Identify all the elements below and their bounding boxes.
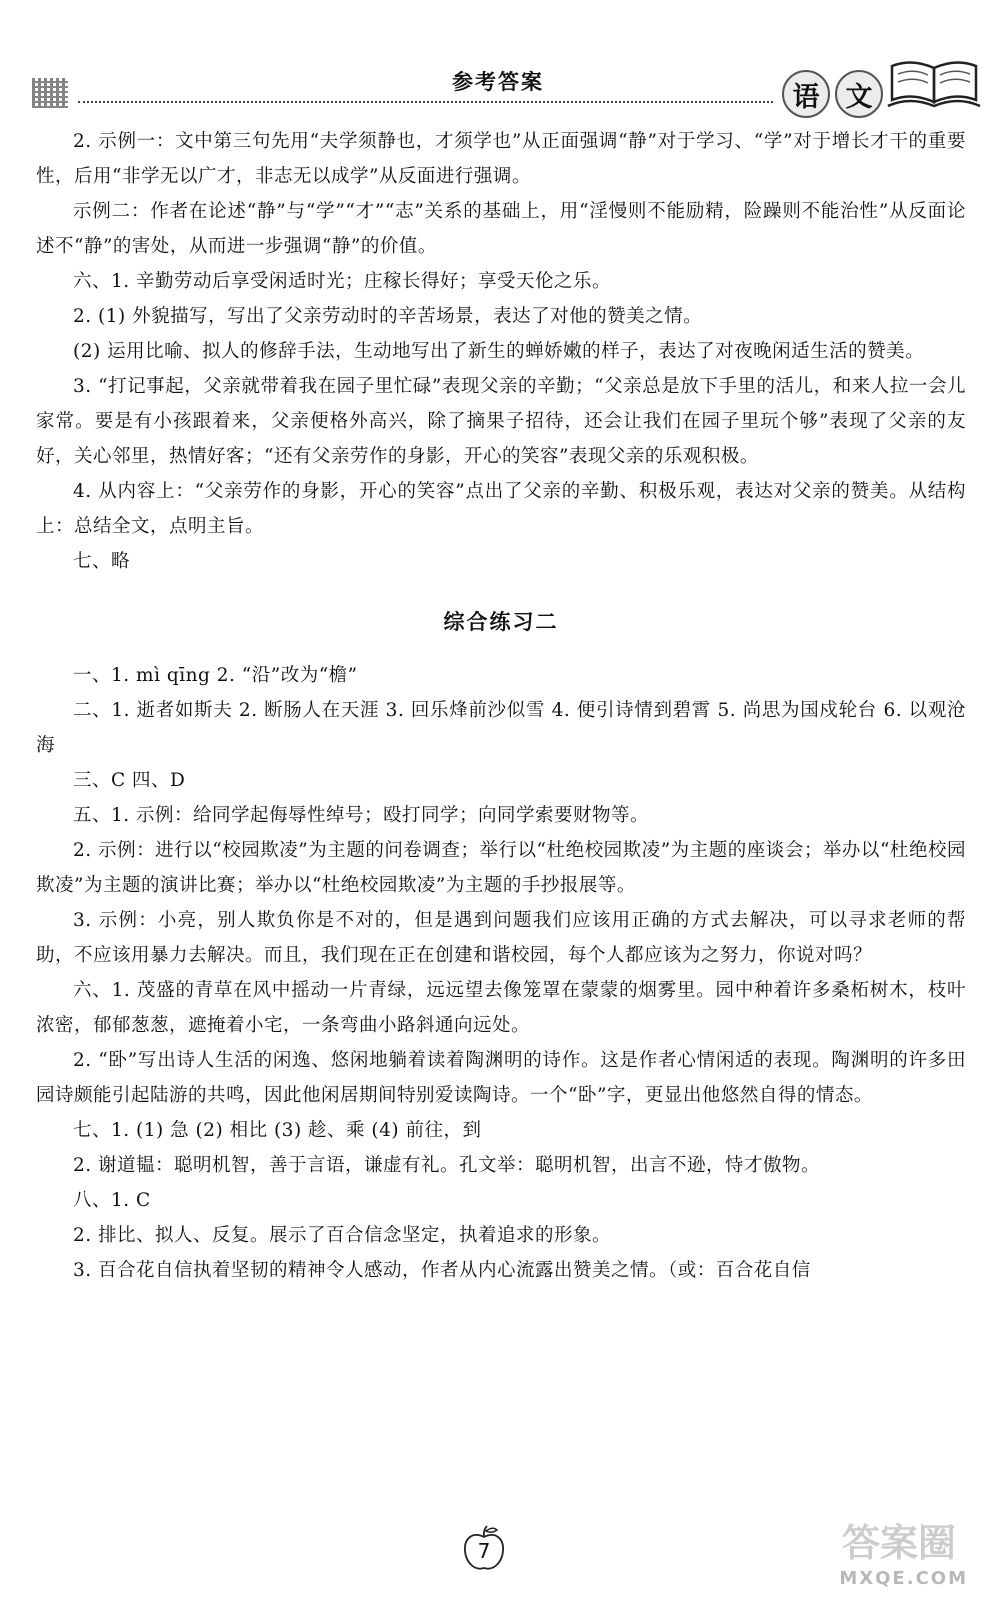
answer-paragraph: 五、1. 示例：给同学起侮辱性绰号；殴打同学；向同学索要财物等。 <box>73 805 650 826</box>
answer-lines-part-1 <box>36 124 966 579</box>
answer-paragraph: 六、1. 茂盛的青草在风中摇动一片青绿，远远望去像笼罩在蒙蒙的烟雾里。园中种着许多桑柘树木，枝叶浓密，郁郁葱葱，遮掩着小宅，一条弯曲小路斜通向远处。 <box>36 980 966 1036</box>
answer-paragraph: 八、1. C <box>73 1190 151 1211</box>
answer-paragraph: 3. 百合花自信执着坚韧的精神令人感动，作者从内心流露出赞美之情。（或：百合花自信 <box>73 1260 811 1281</box>
answer-paragraph: (2) 运用比喻、拟人的修辞手法，生动地写出了新生的蝉娇嫩的样子，表达了对夜晚闲适生活的赞美。 <box>73 341 925 362</box>
answer-paragraph: 3. 示例：小亮，别人欺负你是不对的，但是遇到问题我们应该用正确的方式去解决，可以寻求老师的帮助，不应该用暴力去解决。而且，我们现在正在创建和谐校园，每个人都应该为之努力，你说对吗？ <box>36 910 966 966</box>
answer-paragraph: 一、1. mì qīng 2. “沿”改为“檐” <box>73 665 358 686</box>
header-title: 参考答案 <box>452 70 544 94</box>
section-title: 综合练习二 <box>443 610 559 634</box>
page-number-text: 7 <box>477 1539 491 1563</box>
answer-paragraph: 七、略 <box>73 551 131 572</box>
page-header <box>0 0 996 115</box>
page-number <box>462 1523 506 1573</box>
header-dotted-rule <box>78 101 773 103</box>
answer-paragraph: 2. 排比、拟人、反复。展示了百合信念坚定，执着追求的形象。 <box>73 1225 612 1246</box>
answer-paragraph: 二、1. 逝者如斯夫 2. 断肠人在天涯 3. 回乐烽前沙似雪 4. 便引诗情到碧霄 5. 尚思为国戍轮台 6. 以观沧海 <box>36 700 966 756</box>
answer-paragraph: 2. 示例：进行以“校园欺凌”为主题的问卷调查；举行以“杜绝校园欺凌”为主题的座谈会；举办以“杜绝校园欺凌”为主题的演讲比赛；举办以“杜绝校园欺凌”为主题的手抄报展等。 <box>36 840 966 896</box>
answer-paragraph: 3. “打记事起，父亲就带着我在园子里忙碌”表现父亲的辛勤；“父亲总是放下手里的活儿，和来人拉一会儿家常。要是有小孩跟着来，父亲便格外高兴，除了摘果子招待，还会让我们在园子里玩个够”表现了父亲的友好，关心邻里，热情好客；“还有父亲劳作的身影，开心的笑容”表现父亲的乐观积极。 <box>36 376 966 467</box>
subject-badge-yu: 语 <box>782 70 830 118</box>
answer-paragraph: 2. (1) 外貌描写，写出了父亲劳动时的辛苦场景，表达了对他的赞美之情。 <box>73 306 703 327</box>
answer-lines-part-2 <box>36 658 966 1288</box>
answer-paragraph: 示例二：作者在论述“静”与“学”“才”“志”关系的基础上，用“淫慢则不能励精，险躁则不能治性”从反面论述不“静”的害处，从而进一步强调“静”的价值。 <box>36 201 966 257</box>
watermark-site: MXQE.COM <box>839 1568 968 1589</box>
answer-content <box>36 124 966 1288</box>
subject-badge-wen: 文 <box>835 70 883 118</box>
watermark-logo: 答案圈 <box>841 1521 956 1565</box>
answer-paragraph: 六、1. 辛勤劳动后享受闲适时光；庄稼长得好；享受天伦之乐。 <box>73 271 612 292</box>
answer-paragraph: 三、C 四、D <box>73 770 186 791</box>
answer-paragraph: 2. “卧”写出诗人生活的闲逸、悠闲地躺着读着陶渊明的诗作。这是作者心情闲适的表现。陶渊明的许多田园诗颇能引起陆游的共鸣，因此他闲居期间特别爱读陶诗。一个“卧”字，更显出他悠然自得的情态。 <box>36 1050 966 1106</box>
answer-paragraph: 4. 从内容上：“父亲劳作的身影，开心的笑容”点出了父亲的辛勤、积极乐观，表达对父亲的赞美。从结构上：总结全文，点明主旨。 <box>36 481 966 537</box>
answer-paragraph: 2. 谢道韫：聪明机智，善于言语，谦虚有礼。孔文举：聪明机智，出言不逊，恃才傲物。 <box>73 1155 821 1176</box>
answer-paragraph: 七、1. (1) 急 (2) 相比 (3) 趁、乘 (4) 前往，到 <box>73 1120 482 1141</box>
open-book-icon <box>884 56 984 112</box>
answer-paragraph: 2. 示例一：文中第三句先用“夫学须静也，才须学也”从正面强调“静”对于学习、“学”对于增长才干的重要性，后用“非学无以广才，非志无以成学”从反面进行强调。 <box>36 131 966 187</box>
